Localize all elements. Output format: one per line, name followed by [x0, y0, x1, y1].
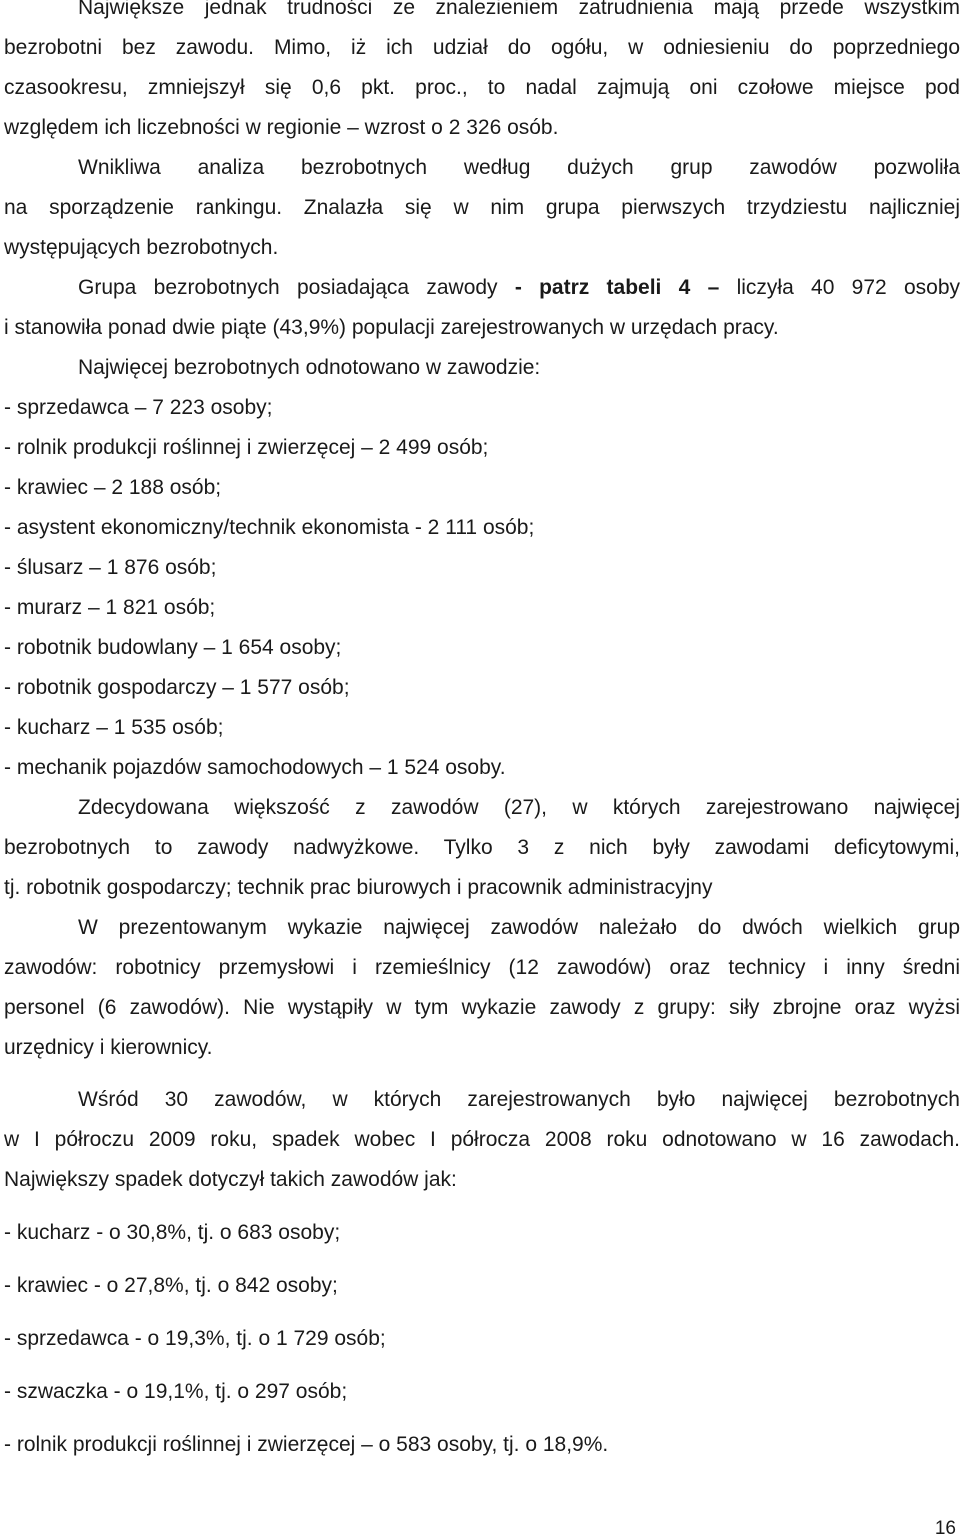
para1-line1: Największe jednak trudności ze znalezieniem zatrudnienia mają przede wszystkim — [78, 0, 960, 19]
para5-line1: Zdecydowana większość z zawodów (27), w których zarejestrowano najwięcej — [78, 796, 960, 819]
para6-line2: zawodów: robotnicy przemysłowi i rzemieślnicy (12 zawodów) oraz technicy i inny średni — [4, 956, 960, 979]
para5-line2: bezrobotnych to zawody nadwyżkowe. Tylko 3 z nich były zawodami deficytowymi, — [4, 836, 960, 859]
list1-item: - rolnik produkcji roślinnej i zwierzęcej – 2 499 osób; — [4, 436, 489, 459]
para1-line4: względem ich liczebności w regionie – wzrost o 2 326 osób. — [4, 116, 559, 139]
list1-item: - krawiec – 2 188 osób; — [4, 476, 222, 499]
list1-item: - murarz – 1 821 osób; — [4, 596, 216, 619]
para1-line2: bezrobotni bez zawodu. Mimo, iż ich udział do ogółu, w odniesieniu do poprzedniego — [4, 36, 960, 59]
list2-item: - krawiec - o 27,8%, tj. o 842 osoby; — [4, 1274, 338, 1297]
para4-intro: Najwięcej bezrobotnych odnotowano w zawodzie: — [78, 356, 541, 379]
para2-line3: występujących bezrobotnych. — [4, 236, 279, 259]
list2-item: - szwaczka - o 19,1%, tj. o 297 osób; — [4, 1380, 348, 1403]
para6-line4: urzędnicy i kierownicy. — [4, 1036, 213, 1059]
page-number: 16 — [934, 1518, 956, 1539]
list2-item: - sprzedawca - o 19,3%, tj. o 1 729 osób; — [4, 1327, 386, 1350]
table-reference: - patrz tabeli 4 – — [514, 276, 720, 299]
list2-item: - kucharz - o 30,8%, tj. o 683 osoby; — [4, 1221, 341, 1244]
para7-line2: w I półroczu 2009 roku, spadek wobec I półrocza 2008 roku odnotowano w 16 zawodach. — [4, 1128, 960, 1151]
para3-text-c: liczyła 40 972 osoby — [719, 276, 960, 299]
list1-item: - ślusarz – 1 876 osób; — [4, 556, 217, 579]
list1-item: - mechanik pojazdów samochodowych – 1 524 osoby. — [4, 756, 506, 779]
para1-line3: czasookresu, zmniejszył się 0,6 pkt. proc., to nadal zajmują oni czołowe miejsce pod — [4, 76, 960, 99]
para3-text-a: Grupa bezrobotnych posiadająca zawody — [78, 276, 515, 299]
list1-item: - robotnik budowlany – 1 654 osoby; — [4, 636, 342, 659]
para2-line2: na sporządzenie rankingu. Znalazła się w nim grupa pierwszych trzydziestu najliczniej — [4, 196, 960, 219]
para3-line2: i stanowiła ponad dwie piąte (43,9%) populacji zarejestrowanych w urzędach pracy. — [4, 316, 779, 339]
list1-item: - sprzedawca – 7 223 osoby; — [4, 396, 273, 419]
para6-line3: personel (6 zawodów). Nie wystąpiły w tym wykazie zawody z grupy: siły zbrojne oraz wyżsi — [4, 996, 960, 1019]
list2-item: - rolnik produkcji roślinnej i zwierzęcej – o 583 osoby, tj. o 18,9%. — [4, 1433, 609, 1456]
para6-line1: W prezentowanym wykazie najwięcej zawodów należało do dwóch wielkich grup — [78, 916, 960, 939]
para2-line1: Wnikliwa analiza bezrobotnych według dużych grup zawodów pozwoliła — [78, 156, 960, 179]
para7-line1: Wśród 30 zawodów, w których zarejestrowanych było najwięcej bezrobotnych — [78, 1088, 960, 1111]
list1-item: - robotnik gospodarczy – 1 577 osób; — [4, 676, 350, 699]
list1-item: - asystent ekonomiczny/technik ekonomista - 2 111 osób; — [4, 516, 535, 539]
list1-item: - kucharz – 1 535 osób; — [4, 716, 224, 739]
para7-line3: Największy spadek dotyczył takich zawodów jak: — [4, 1168, 457, 1191]
para3-line1 — [4, 276, 960, 300]
para5-line3: tj. robotnik gospodarczy; technik prac biurowych i pracownik administracyjny — [4, 876, 713, 899]
